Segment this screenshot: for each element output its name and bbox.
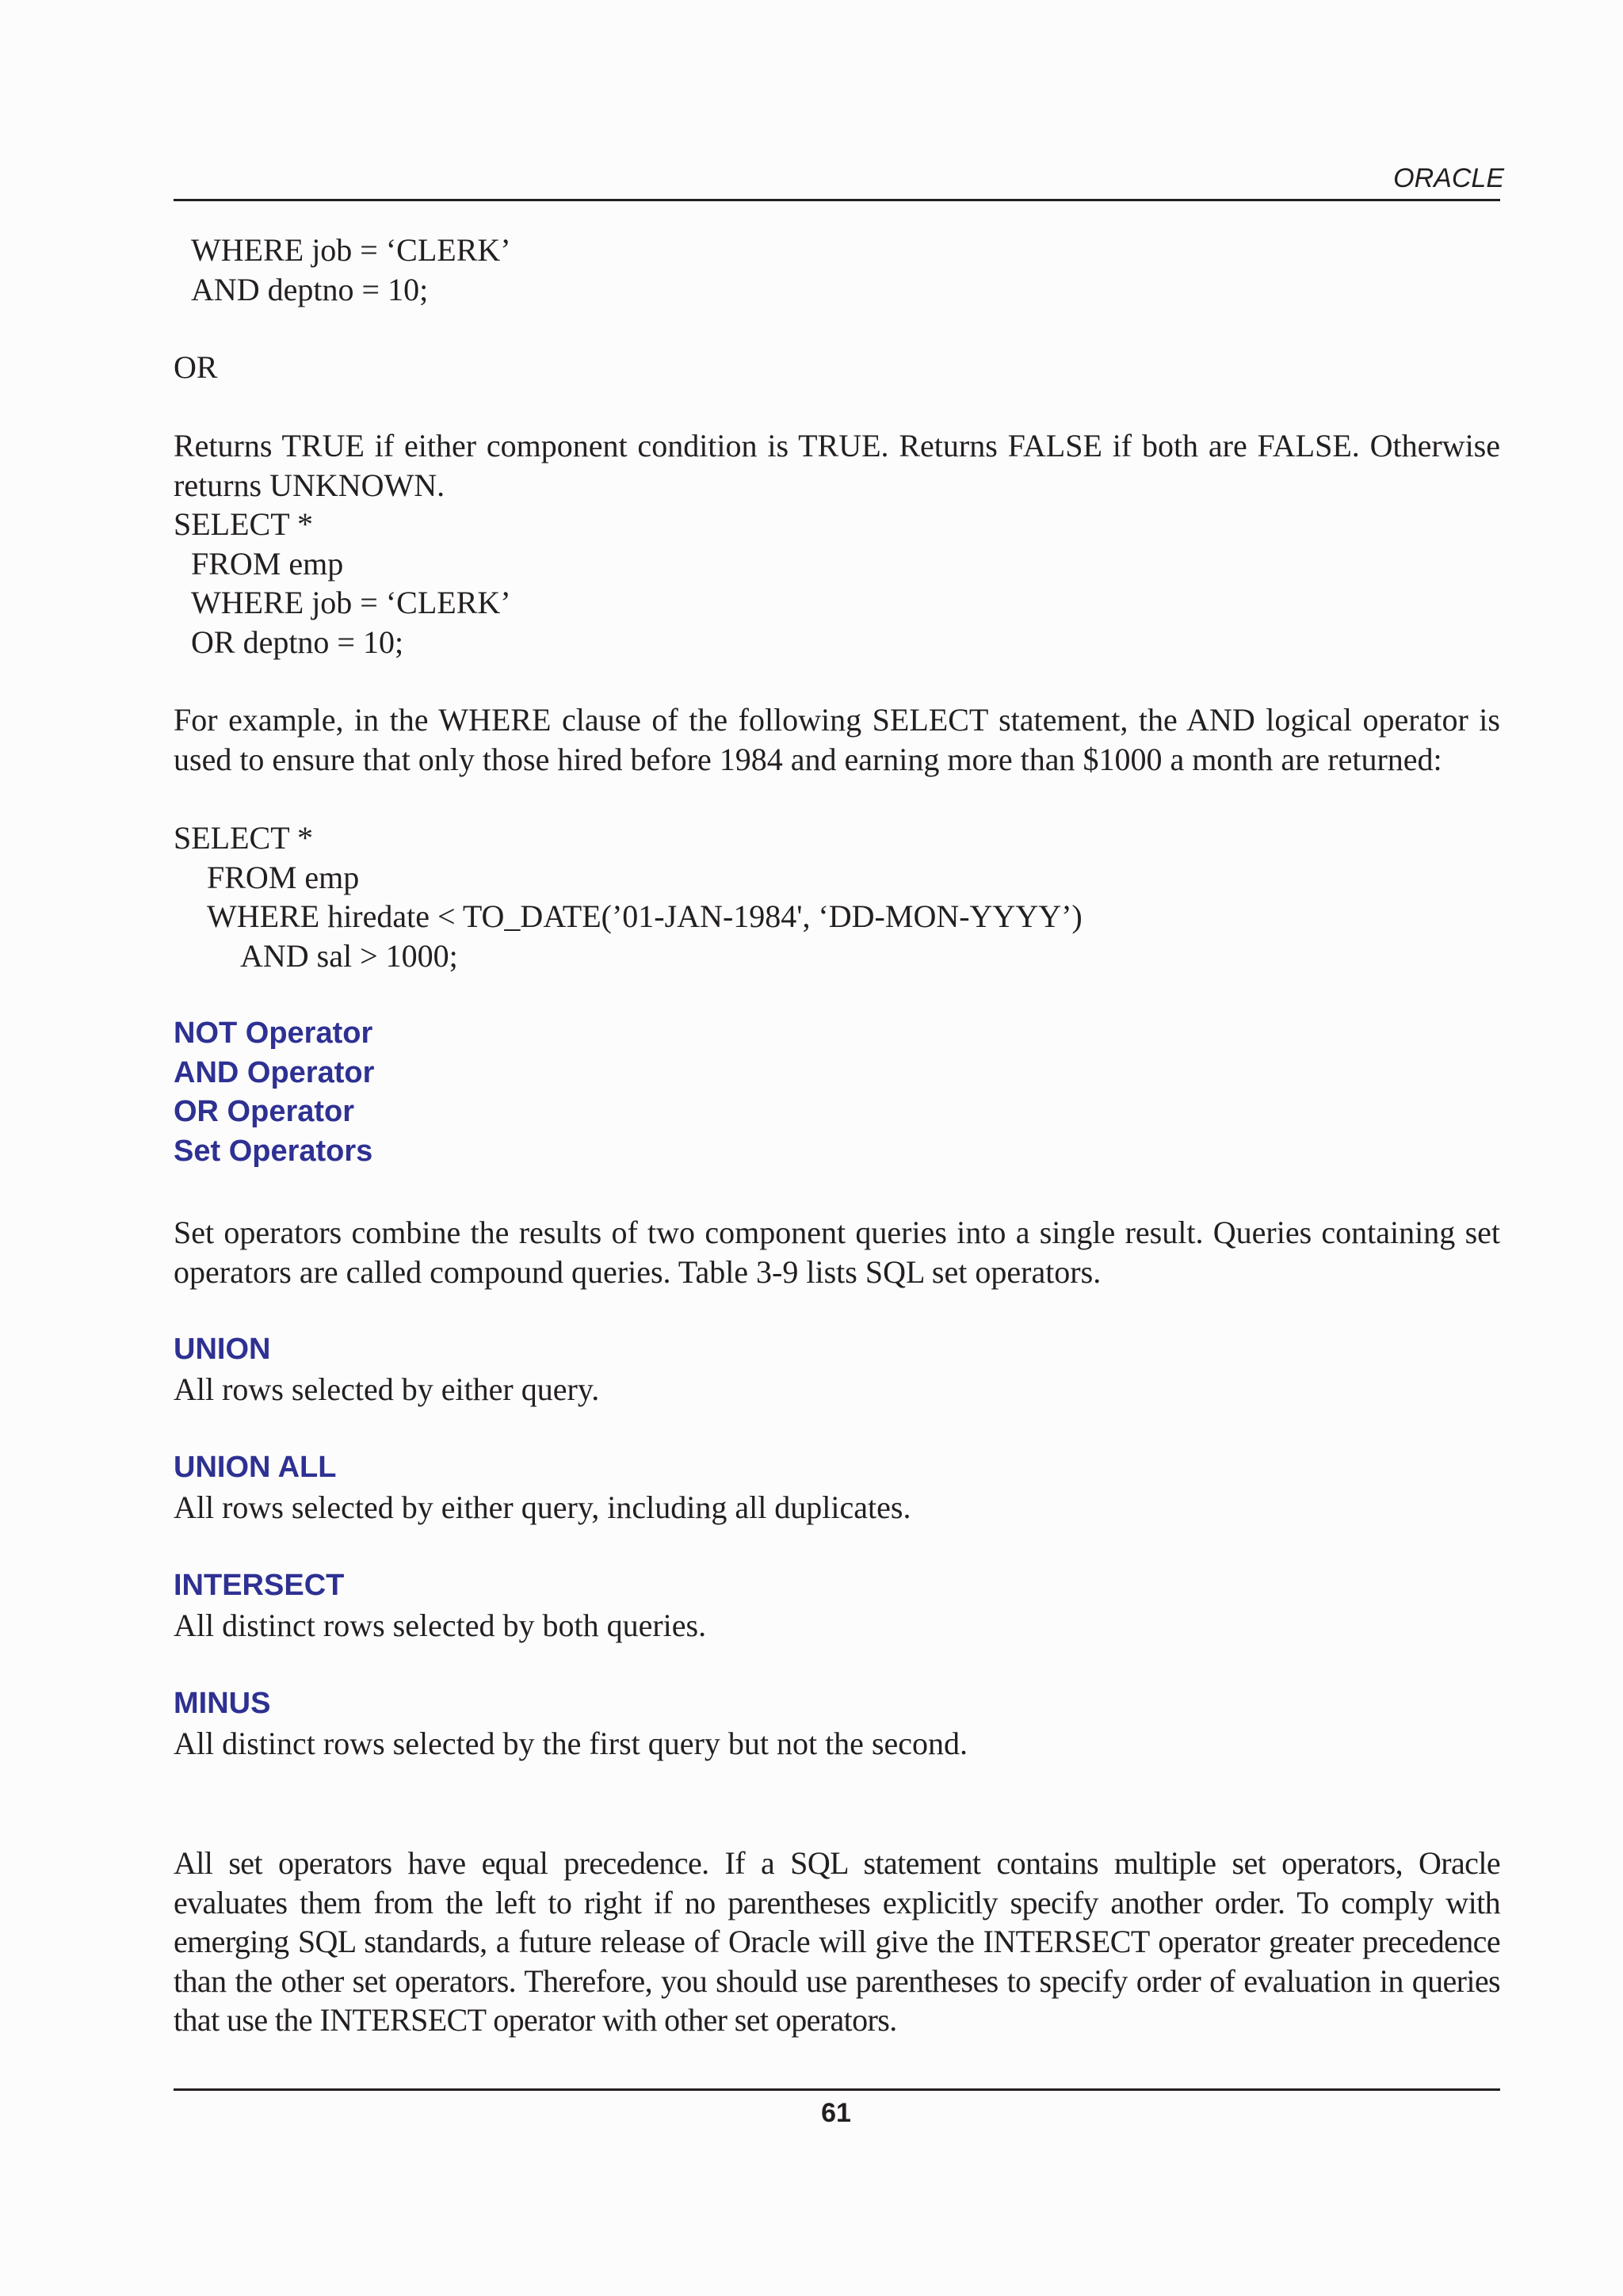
operator-name: MINUS xyxy=(174,1687,271,1720)
operator-union-all xyxy=(174,1448,1500,1527)
code-line: AND sal > 1000; xyxy=(240,937,458,974)
footer-rule xyxy=(174,2088,1500,2091)
set-intro-block xyxy=(174,1213,1500,1291)
page-number: 61 xyxy=(821,2098,851,2128)
operator-intersect xyxy=(174,1566,1500,1645)
code-line: AND deptno = 10; xyxy=(191,271,429,307)
code-line: WHERE job = ‘CLERK’ xyxy=(191,232,511,268)
operator-headings xyxy=(174,1014,1500,1171)
code-line: FROM emp xyxy=(191,545,344,582)
example-code-block xyxy=(174,818,1500,975)
header-rule xyxy=(174,199,1500,201)
code-line: SELECT * xyxy=(174,506,313,542)
or-title: OR xyxy=(174,349,218,385)
operator-description: All distinct rows selected by both queries. xyxy=(174,1607,707,1643)
precedence-block xyxy=(174,1844,1500,2040)
operator-description: All rows selected by either query. xyxy=(174,1371,600,1407)
code-line: WHERE hiredate < TO_DATE(’01-JAN-1984', ‘DD-MON-YYYY’) xyxy=(207,898,1083,934)
operator-union xyxy=(174,1330,1500,1409)
running-head: ORACLE xyxy=(1393,163,1504,193)
code-line: SELECT * xyxy=(174,820,313,856)
code-block-and xyxy=(174,231,1500,309)
operator-minus xyxy=(174,1684,1500,1763)
heading-set-operators: Set Operators xyxy=(174,1134,373,1168)
operator-description: All distinct rows selected by the first query but not the second. xyxy=(174,1725,968,1761)
operator-name: UNION xyxy=(174,1333,271,1366)
example-block xyxy=(174,700,1500,779)
operator-name: INTERSECT xyxy=(174,1569,345,1602)
heading-not-operator: NOT Operator xyxy=(174,1016,373,1050)
code-line: FROM emp xyxy=(207,859,360,895)
code-line: OR deptno = 10; xyxy=(191,624,404,660)
or-description-block xyxy=(174,426,1500,662)
or-section xyxy=(174,348,1500,387)
or-description: Returns TRUE if either component condition is TRUE. Returns FALSE if both are FALSE. Otherwise returns UNKNOWN. xyxy=(174,428,1500,503)
code-line: WHERE job = ‘CLERK’ xyxy=(191,585,511,620)
heading-or-operator: OR Operator xyxy=(174,1095,355,1128)
precedence-text: All set operators have equal precedence. If a SQL statement contains multiple set operators, Oracle evaluates them from the left to right if no parentheses explicitly specify another order. To comply with emerging SQL standards, a future release of Oracle will give the INTERSECT operator greater precedence than the other set operators. Therefore, you should use parentheses to specify order of evaluation in queries that use the INTERSECT operator with other set operators. xyxy=(174,1845,1500,2038)
example-text: For example, in the WHERE clause of the following SELECT statement, the AND logical operator is used to ensure that only those hired before 1984 and earning more than $1000 a month are returned: xyxy=(174,702,1500,777)
heading-and-operator: AND Operator xyxy=(174,1055,375,1089)
operator-description: All rows selected by either query, including all duplicates. xyxy=(174,1489,911,1525)
set-intro-text: Set operators combine the results of two component queries into a single result. Queries containing set operators are called compound queries. Table 3-9 lists SQL set operators. xyxy=(174,1215,1500,1290)
operator-name: UNION ALL xyxy=(174,1451,337,1484)
